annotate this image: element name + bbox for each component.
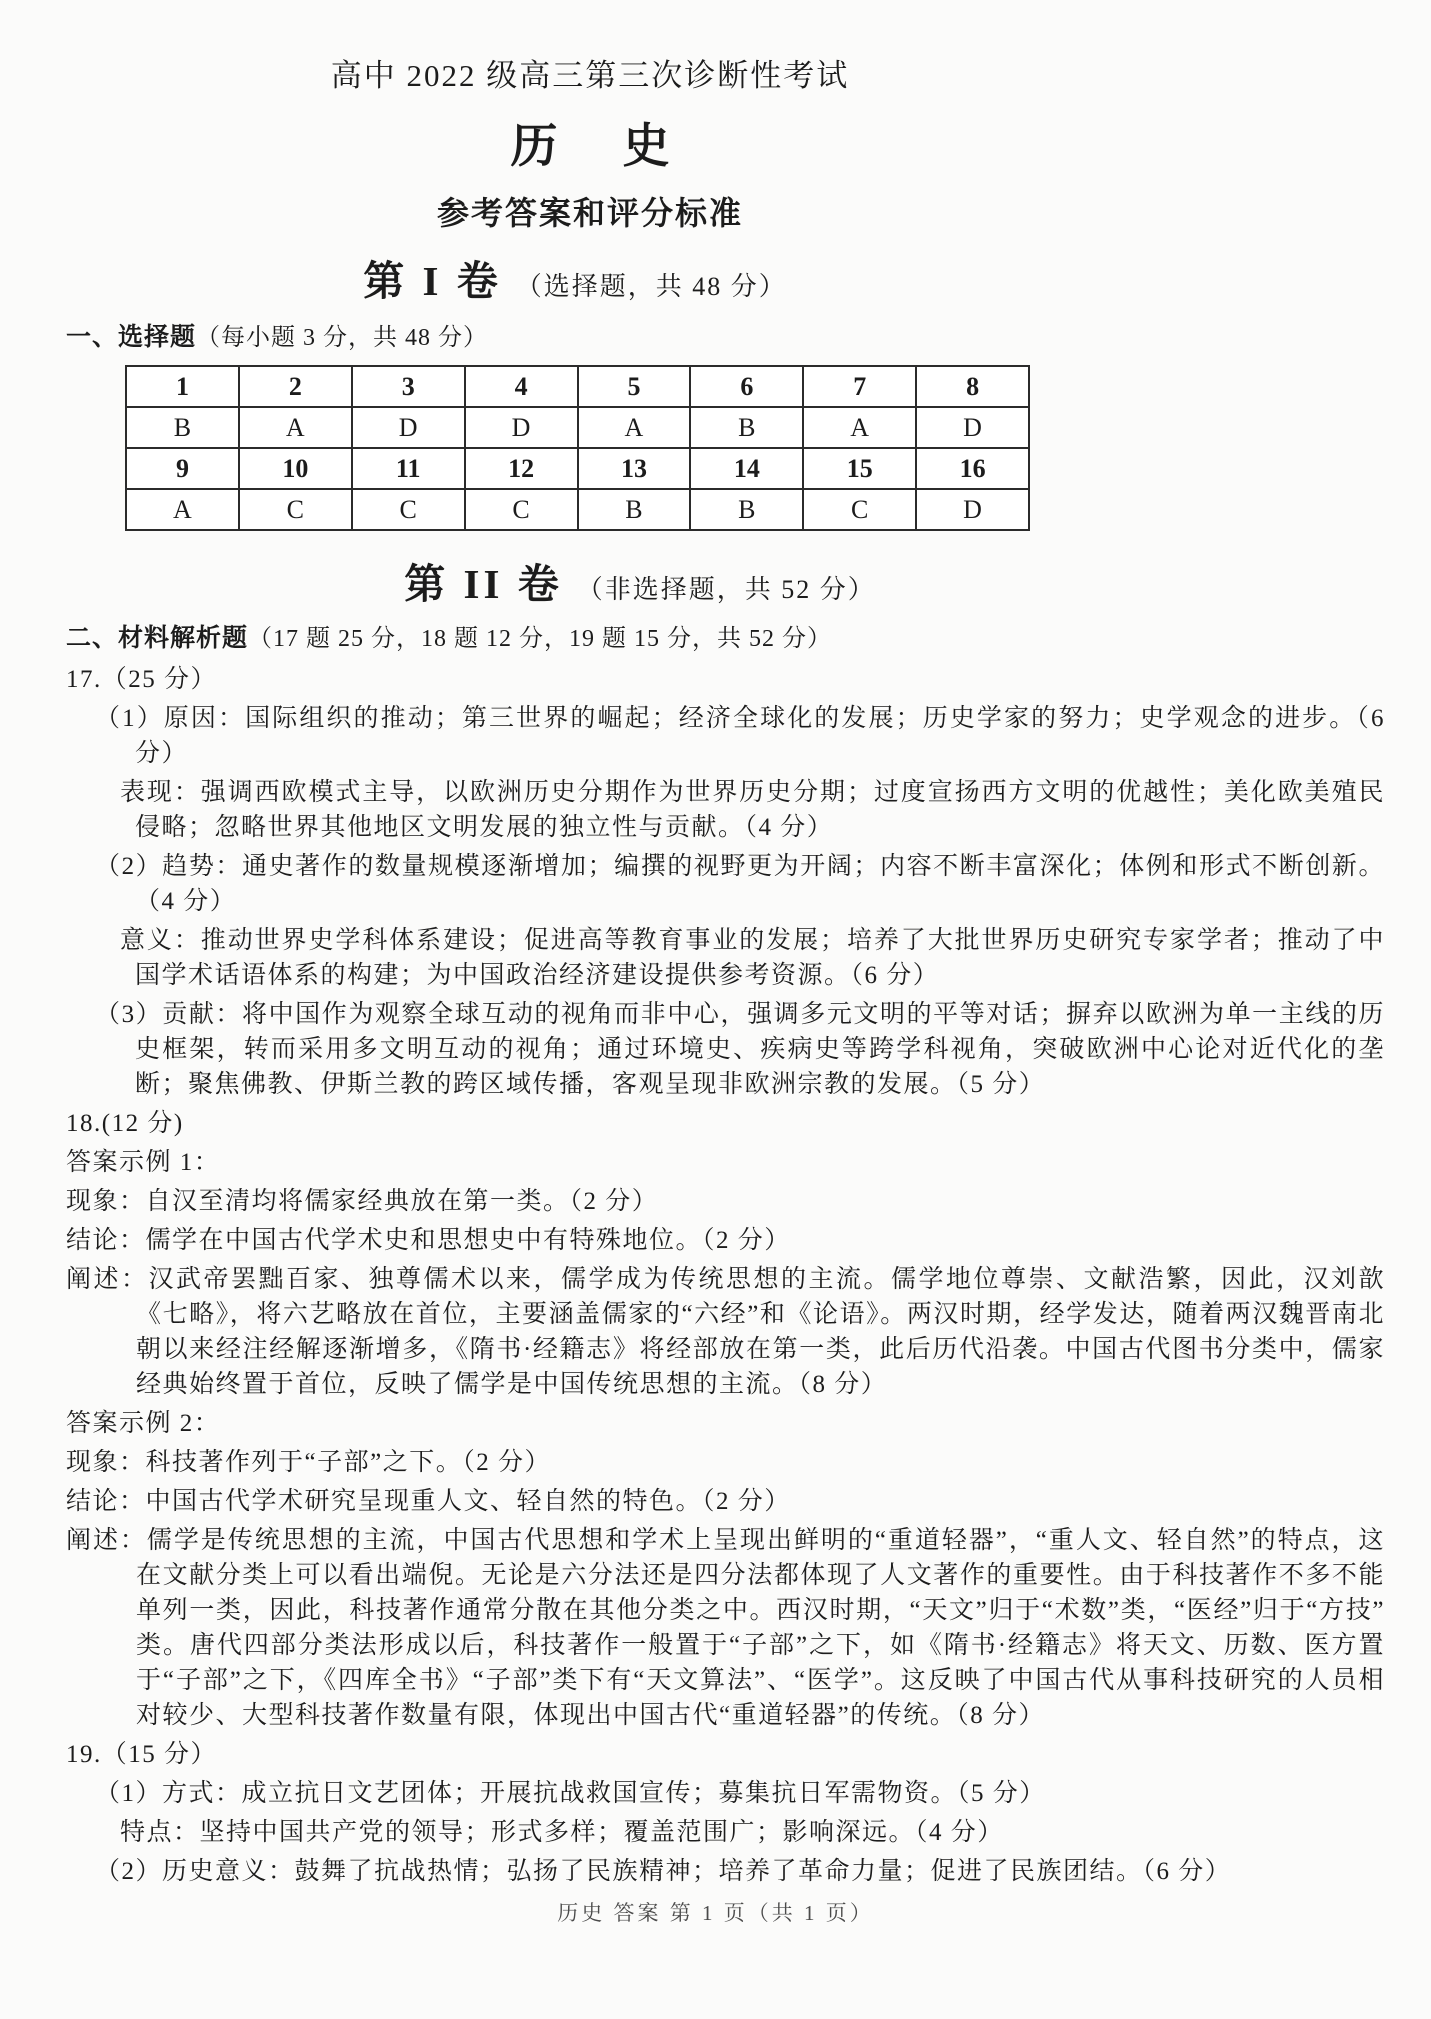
answer-cell: D [916,489,1029,530]
subject-title: 历 史 [510,119,696,172]
answer-cell: A [803,407,916,448]
part1-heading [0,248,1150,307]
page-footer: 历史 答案 第 1 页（共 1 页） [557,1901,874,1925]
q19-answer-features: 特点：坚持中国共产党的领导；形式多样；覆盖范围广；影响深远。（4 分） [120,1819,1004,1846]
answer-cell: B [578,489,691,530]
q17-answer-contribution: （3）贡献：将中国作为观察全球互动的视角而非中心，强调多元文明的平等对话；摒弃以欧洲为单一主线的历史框架，转而采用多文明互动的视角；通过环境史、疾病史等跨学科视角，突破欧洲中心论对近代化的垄断；聚焦佛教、伊斯兰教的跨区域传播，客观呈现非欧洲宗教的发展。（5 分） [95,1001,1385,1098]
part2-heading [0,551,1280,610]
q18-example1-label: 答案示例 1： [66,1149,221,1176]
section2-heading-line [66,618,1385,654]
question-number-cell: 13 [578,448,691,489]
question-number-cell: 8 [916,366,1029,407]
q17-answer-trend: （2）趋势：通史著作的数量规模逐渐增加；编撰的视野更为开阔；内容不断丰富深化；体例和形式不断创新。（4 分） [95,853,1385,915]
answer-cell: C [239,489,352,530]
question-number-cell: 6 [690,366,803,407]
answer-cell: A [126,489,239,530]
question-number-cell: 15 [803,448,916,489]
section2-note: （17 题 25 分，18 题 12 分，19 题 15 分，共 52 分） [248,626,833,652]
q18-example2-conclusion: 结论：中国古代学术研究呈现重人文、轻自然的特色。（2 分） [66,1488,791,1515]
answer-cell: C [465,489,578,530]
section1-heading-line [66,317,1385,353]
question-number-cell: 2 [239,366,352,407]
table-row [126,366,1029,407]
q17-answer-reason: （1）原因：国际组织的推动；第三世界的崛起；经济全球化的发展；历史学家的努力；史学观念的进步。（6 分） [95,705,1385,767]
q17-answer-significance: 意义：推动世界史学科体系建设；促进高等教育事业的发展；培养了大批世界历史研究专家学者；推动了中国学术话语体系的构建；为中国政治经济建设提供参考资源。（6 分） [120,927,1385,989]
question-number-cell: 12 [465,448,578,489]
question-number-cell: 16 [916,448,1029,489]
answer-cell: C [352,489,465,530]
answer-cell: B [126,407,239,448]
question-number-cell: 5 [578,366,691,407]
part1-note: （选择题，共 48 分） [515,272,787,301]
answer-key-subtitle: 参考答案和评分标准 [436,195,743,231]
section2-heading: 二、材料解析题 [66,624,249,652]
question-number-cell: 11 [352,448,465,489]
q18-example2-label: 答案示例 2： [66,1410,221,1437]
answer-cell: A [578,407,691,448]
answer-cell: D [352,407,465,448]
q17-answer-expression: 表现：强调西欧模式主导，以欧洲历史分期作为世界历史分期；过度宣扬西方文明的优越性；美化欧美殖民侵略；忽略世界其他地区文明发展的独立性与贡献。（4 分） [120,779,1385,841]
q19-answer-method: （1）方式：成立抗日文艺团体；开展抗战救国宣传；募集抗日军需物资。（5 分） [95,1780,1046,1807]
q19-answer-significance: （2）历史意义：鼓舞了抗战热情；弘扬了民族精神；培养了革命力量；促进了民族团结。（6 分） [95,1858,1232,1885]
question-number-cell: 9 [126,448,239,489]
table-row [126,489,1029,530]
q18-example2-phenomenon: 现象：科技著作列于“子部”之下。（2 分） [66,1449,551,1476]
document-header [0,50,1180,244]
answer-cell: D [465,407,578,448]
q19-label: 19.（15 分） [66,1741,218,1768]
exam-title: 高中 2022 级高三第三次诊断性考试 [330,58,850,93]
part1-title: 第 I 卷 [363,258,502,304]
q17-label: 17.（25 分） [66,666,218,693]
section1-heading: 一、选择题 [66,323,197,351]
question-number-cell: 1 [126,366,239,407]
q18-example1-phenomenon: 现象：自汉至清均将儒家经典放在第一类。（2 分） [66,1188,659,1215]
answer-cell: B [690,407,803,448]
question-number-cell: 4 [465,366,578,407]
table-row [126,448,1029,489]
question-number-cell: 14 [690,448,803,489]
q18-example1-elaboration: 阐述：汉武帝罢黜百家、独尊儒术以来，儒学成为传统思想的主流。儒学地位尊崇、文献浩繁，因此，汉刘歆《七略》，将六艺略放在首位，主要涵盖儒家的“六经”和《论语》。两汉时期，经学发达，随着两汉魏晋南北朝以来经注经解逐渐增多，《隋书·经籍志》将经部放在第一类，此后历代沿袭。中国古代图书分类中，儒家经典始终置于首位，反映了儒学是中国传统思想的主流。（8 分） [66,1266,1385,1398]
answer-cell: B [690,489,803,530]
answer-cell: D [916,407,1029,448]
question-number-cell: 3 [352,366,465,407]
q18-example1-conclusion: 结论：儒学在中国古代学术史和思想史中有特殊地位。（2 分） [66,1227,791,1254]
section1-note: （每小题 3 分，共 48 分） [196,325,489,351]
answer-cell: C [803,489,916,530]
answer-cell: A [239,407,352,448]
multiple-choice-answer-table [125,365,1030,531]
part2-title: 第 II 卷 [404,561,563,607]
q18-label: 18.(12 分) [66,1110,184,1137]
question-number-cell: 10 [239,448,352,489]
question-number-cell: 7 [803,366,916,407]
table-row [126,407,1029,448]
q18-example2-elaboration: 阐述：儒学是传统思想的主流，中国古代思想和学术上呈现出鲜明的“重道轻器”，“重人文、轻自然”的特点，这在文献分类上可以看出端倪。无论是六分法还是四分法都体现了人文著作的重要性。由于科技著作不多不能单列一类，因此，科技著作通常分散在其他分类之中。西汉时期，“天文”归于“术数”类，“医经”归于“方技”类。唐代四部分类法形成以后，科技著作一般置于“子部”之下，如《隋书·经籍志》将天文、历数、医方置于“子部”之下，《四库全书》“子部”类下有“天文算法”、“医学”。这反映了中国古代从事科技研究的人员相对较少、大型科技著作数量有限，体现出中国古代“重道轻器”的传统。（8 分） [66,1527,1385,1729]
part2-note: （非选择题，共 52 分） [576,575,876,604]
